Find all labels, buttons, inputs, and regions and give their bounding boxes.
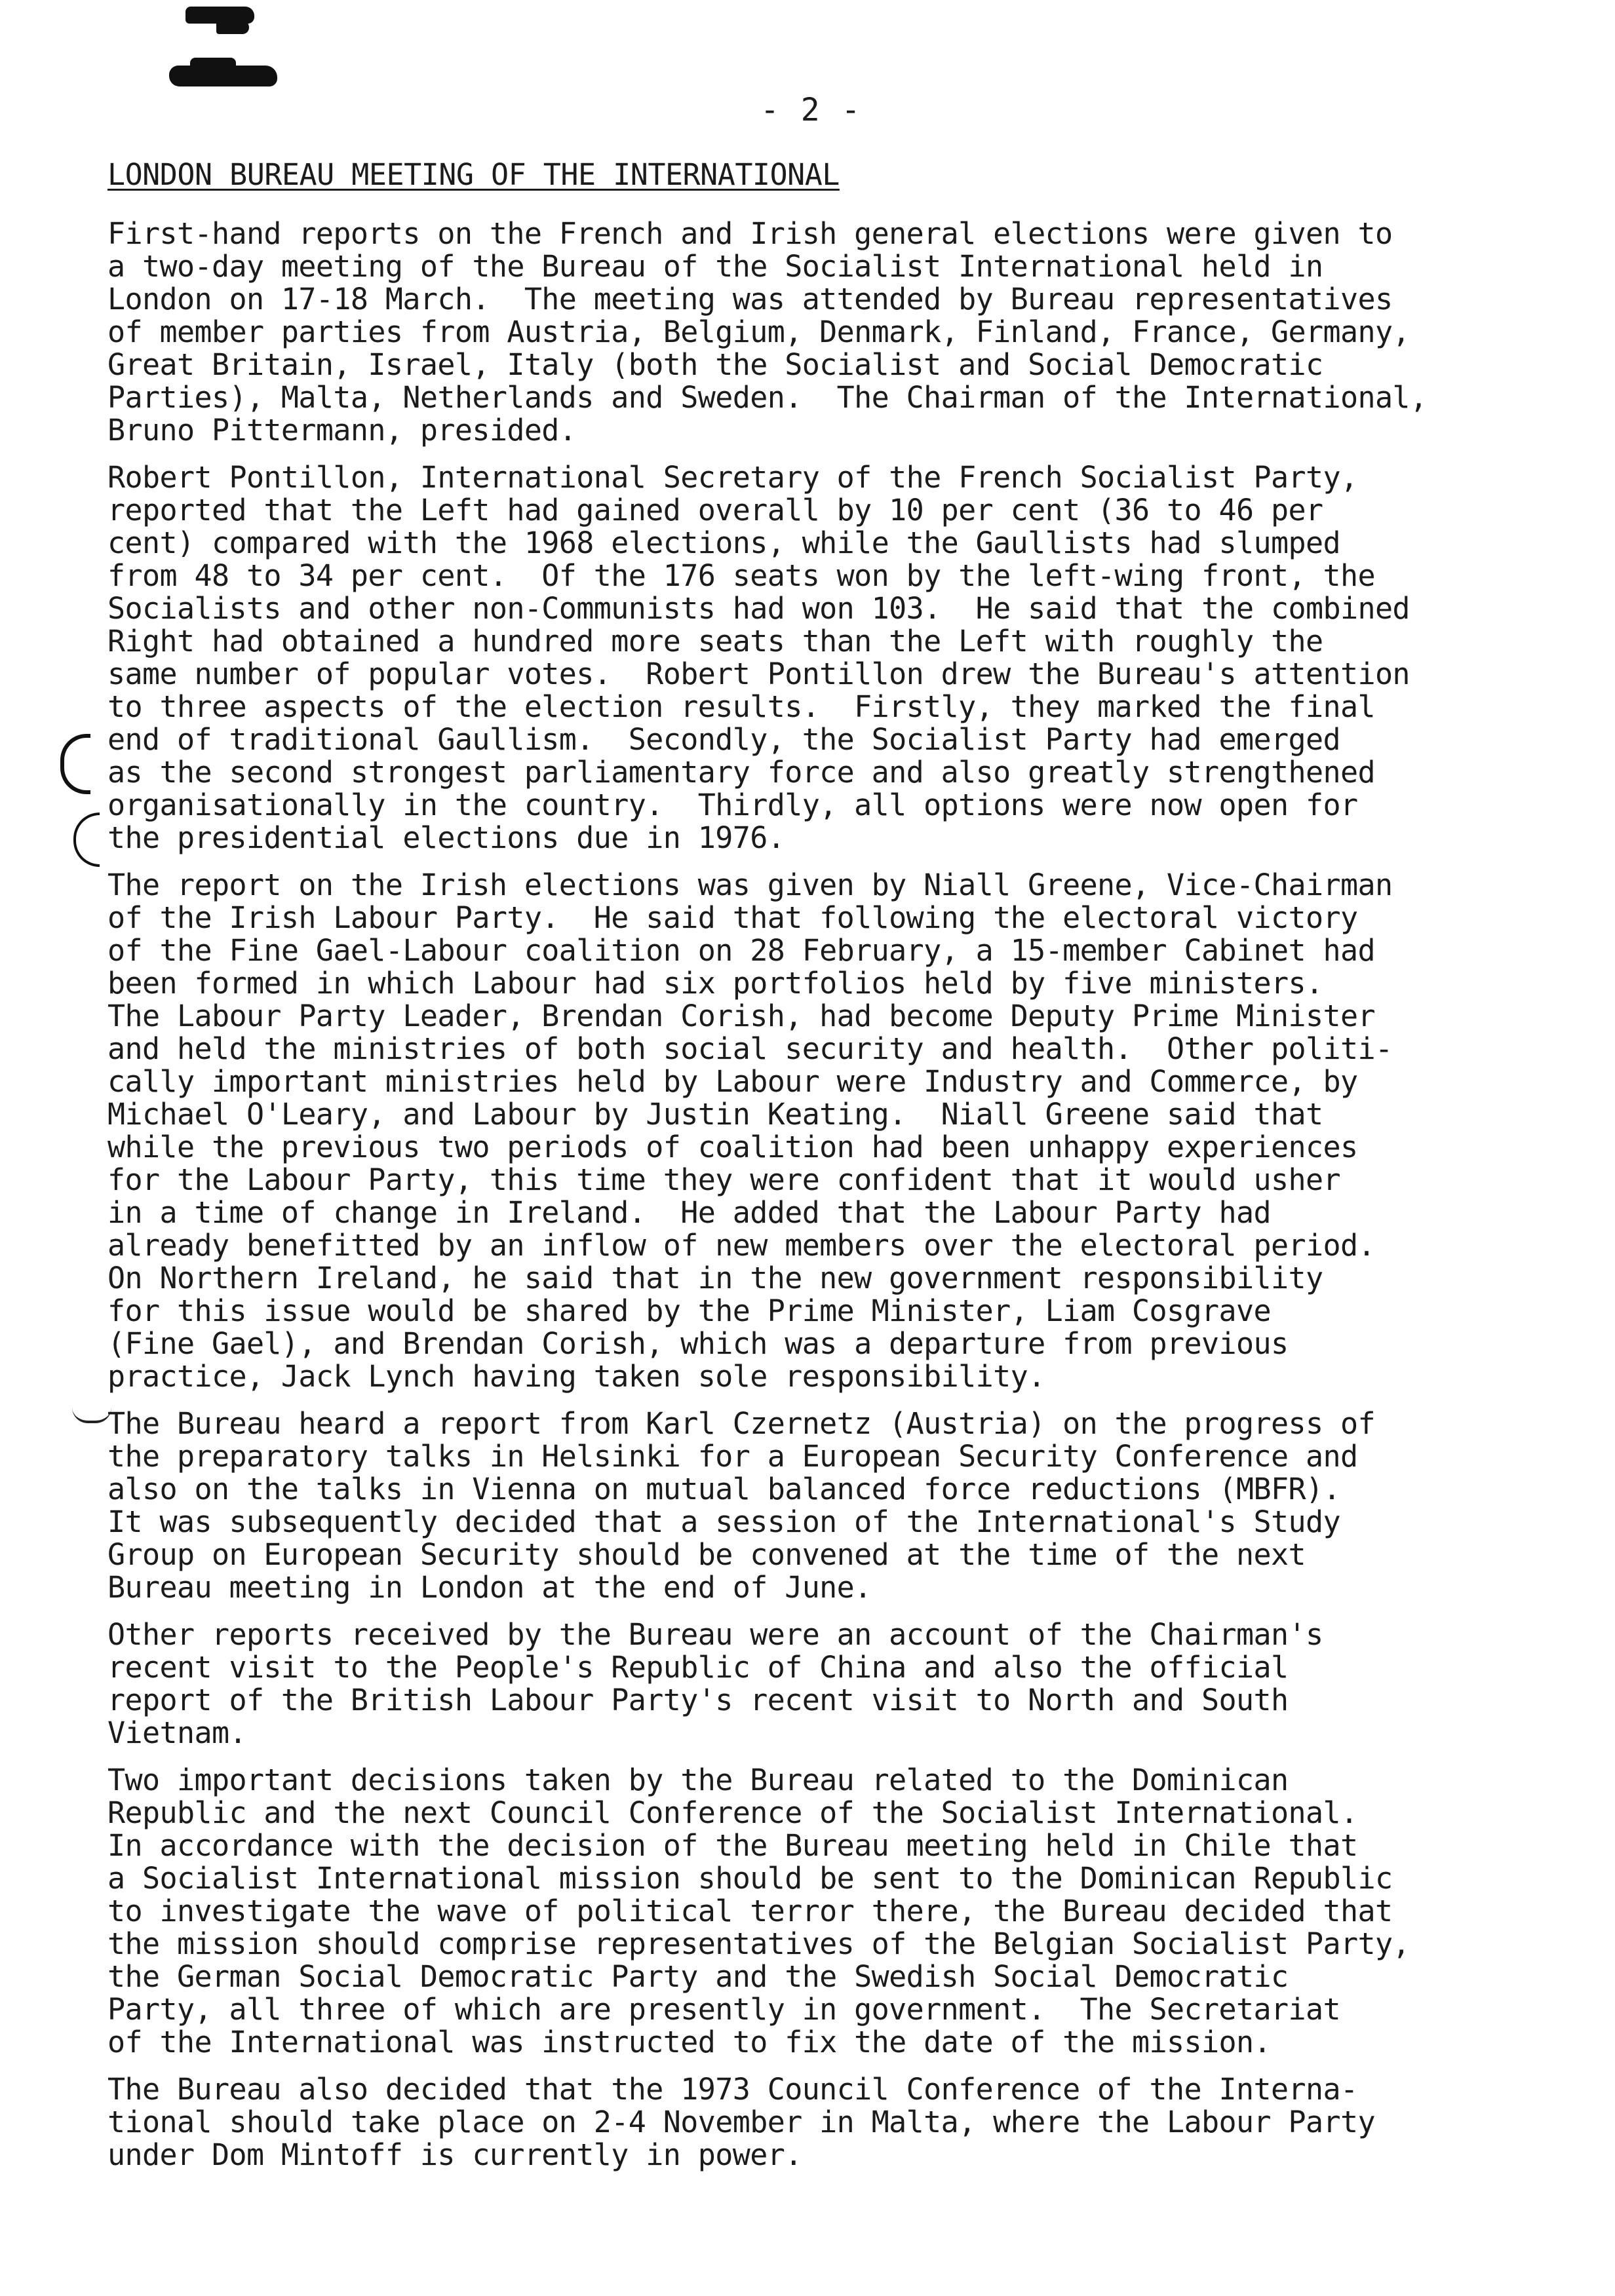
text-line: Great Britain, Israel, Italy (both the Socialist and Social Democratic [107, 347, 1323, 382]
text-line: Bureau meeting in London at the end of June. [107, 1570, 872, 1605]
paragraph-other-reports [107, 1618, 1569, 1750]
text-line: already benefitted by an inflow of new members over the electoral period. [107, 1228, 1375, 1263]
text-line: from 48 to 34 per cent. Of the 176 seats won by the left-wing front, the [107, 558, 1375, 593]
text-line: a Socialist International mission should be sent to the Dominican Republic [107, 1861, 1393, 1896]
text-line: practice, Jack Lynch having taken sole responsibility. [107, 1359, 1045, 1394]
paragraph-irish-elections [107, 869, 1569, 1393]
document-heading: LONDON BUREAU MEETING OF THE INTERNATIONAL [107, 157, 840, 192]
text-line: On Northern Ireland, he said that in the new government responsibility [107, 1261, 1323, 1295]
text-line: to investigate the wave of political terror there, the Bureau decided that [107, 1894, 1393, 1928]
text-line: to three aspects of the election results. Firstly, they marked the final [107, 689, 1375, 724]
text-line: of member parties from Austria, Belgium, Denmark, Finland, France, Germany, [107, 315, 1410, 349]
paragraph-dominican-mission [107, 1764, 1569, 2059]
page-number: - 2 - [760, 92, 862, 128]
text-line: for the Labour Party, this time they were confident that it would usher [107, 1162, 1340, 1197]
text-line: Other reports received by the Bureau were an account of the Chairman's [107, 1617, 1323, 1652]
text-line: end of traditional Gaullism. Secondly, the Socialist Party had emerged [107, 722, 1340, 757]
text-line: Two important decisions taken by the Bureau related to the Dominican [107, 1763, 1289, 1797]
text-line: The Labour Party Leader, Brendan Corish, had become Deputy Prime Minister [107, 999, 1375, 1033]
text-line: cally important ministries held by Labour were Industry and Commerce, by [107, 1064, 1358, 1099]
text-line: of the Irish Labour Party. He said that following the electoral victory [107, 900, 1358, 935]
text-line: under Dom Mintoff is currently in power. [107, 2137, 802, 2172]
text-line: Group on European Security should be convened at the time of the next [107, 1537, 1306, 1572]
text-line: It was subsequently decided that a session of the International's Study [107, 1504, 1340, 1539]
paragraph-council-conference [107, 2073, 1569, 2172]
text-line: as the second strongest parliamentary force and also greatly strengthened [107, 755, 1375, 790]
paragraph-french-elections [107, 461, 1569, 854]
text-line: London on 17-18 March. The meeting was attended by Bureau representatives [107, 282, 1393, 316]
text-line: Party, all three of which are presently in government. The Secretariat [107, 1992, 1340, 2027]
text-line: same number of popular votes. Robert Pontillon drew the Bureau's attention [107, 657, 1410, 691]
text-line: a two-day meeting of the Bureau of the Socialist International held in [107, 249, 1323, 284]
text-line: of the International was instructed to fix the date of the mission. [107, 2025, 1271, 2059]
text-line: also on the talks in Vienna on mutual balanced force reductions (MBFR). [107, 1472, 1340, 1506]
text-line: tional should take place on 2-4 November in Malta, where the Labour Party [107, 2105, 1375, 2139]
text-line: organisationally in the country. Thirdly, all options were now open for [107, 788, 1358, 822]
text-line: recent visit to the People's Republic of China and also the official [107, 1650, 1289, 1685]
text-line: The Bureau also decided that the 1973 Council Conference of the Interna- [107, 2072, 1358, 2107]
text-line: Michael O'Leary, and Labour by Justin Keating. Niall Greene said that [107, 1097, 1323, 1132]
text-line: Vietnam. [107, 1715, 246, 1750]
handwritten-bracket-mark [60, 734, 90, 794]
handwritten-bracket-mark [73, 813, 100, 867]
text-line: In accordance with the decision of the Bureau meeting held in Chile that [107, 1828, 1358, 1863]
text-line: cent) compared with the 1968 elections, while the Gaullists had slumped [107, 526, 1340, 560]
text-line: while the previous two periods of coalition had been unhappy experiences [107, 1130, 1358, 1164]
text-line: Robert Pontillon, International Secretary of the French Socialist Party, [107, 460, 1358, 495]
redaction-mark [216, 20, 249, 34]
handwritten-curve-mark [72, 1407, 111, 1423]
text-line: The report on the Irish elections was given by Niall Greene, Vice-Chairman [107, 868, 1393, 902]
text-line: reported that the Left had gained overall by 10 per cent (36 to 46 per [107, 493, 1323, 527]
text-line: Socialists and other non-Communists had won 103. He said that the combined [107, 591, 1410, 626]
text-line: the preparatory talks in Helsinki for a European Security Conference and [107, 1439, 1358, 1474]
text-line: Republic and the next Council Conference of the Socialist International. [107, 1795, 1358, 1830]
text-line: the German Social Democratic Party and the Swedish Social Democratic [107, 1959, 1289, 1994]
text-line: for this issue would be shared by the Prime Minister, Liam Cosgrave [107, 1293, 1271, 1328]
text-line: and held the ministries of both social security and health. Other politi- [107, 1031, 1393, 1066]
redaction-mark [190, 58, 236, 71]
text-line: report of the British Labour Party's recent visit to North and South [107, 1683, 1289, 1717]
text-line: of the Fine Gael-Labour coalition on 28 February, a 15-member Cabinet had [107, 933, 1375, 968]
document-body [107, 218, 1569, 2186]
text-line: Parties), Malta, Netherlands and Sweden. The Chairman of the International, [107, 380, 1428, 415]
text-line: (Fine Gael), and Brendan Corish, which was a departure from previous [107, 1326, 1289, 1361]
text-line: First-hand reports on the French and Irish general elections were given to [107, 216, 1393, 251]
text-line: Bruno Pittermann, presided. [107, 413, 577, 448]
text-line: been formed in which Labour had six portfolios held by five ministers. [107, 966, 1323, 1001]
paragraph-european-security [107, 1407, 1569, 1604]
paragraph-bureau-meeting [107, 218, 1569, 447]
text-line: The Bureau heard a report from Karl Czernetz (Austria) on the progress of [107, 1406, 1375, 1441]
text-line: the mission should comprise representatives of the Belgian Socialist Party, [107, 1926, 1410, 1961]
text-line: Right had obtained a hundred more seats than the Left with roughly the [107, 624, 1323, 659]
text-line: in a time of change in Ireland. He added that the Labour Party had [107, 1195, 1271, 1230]
text-line: the presidential elections due in 1976. [107, 820, 785, 855]
